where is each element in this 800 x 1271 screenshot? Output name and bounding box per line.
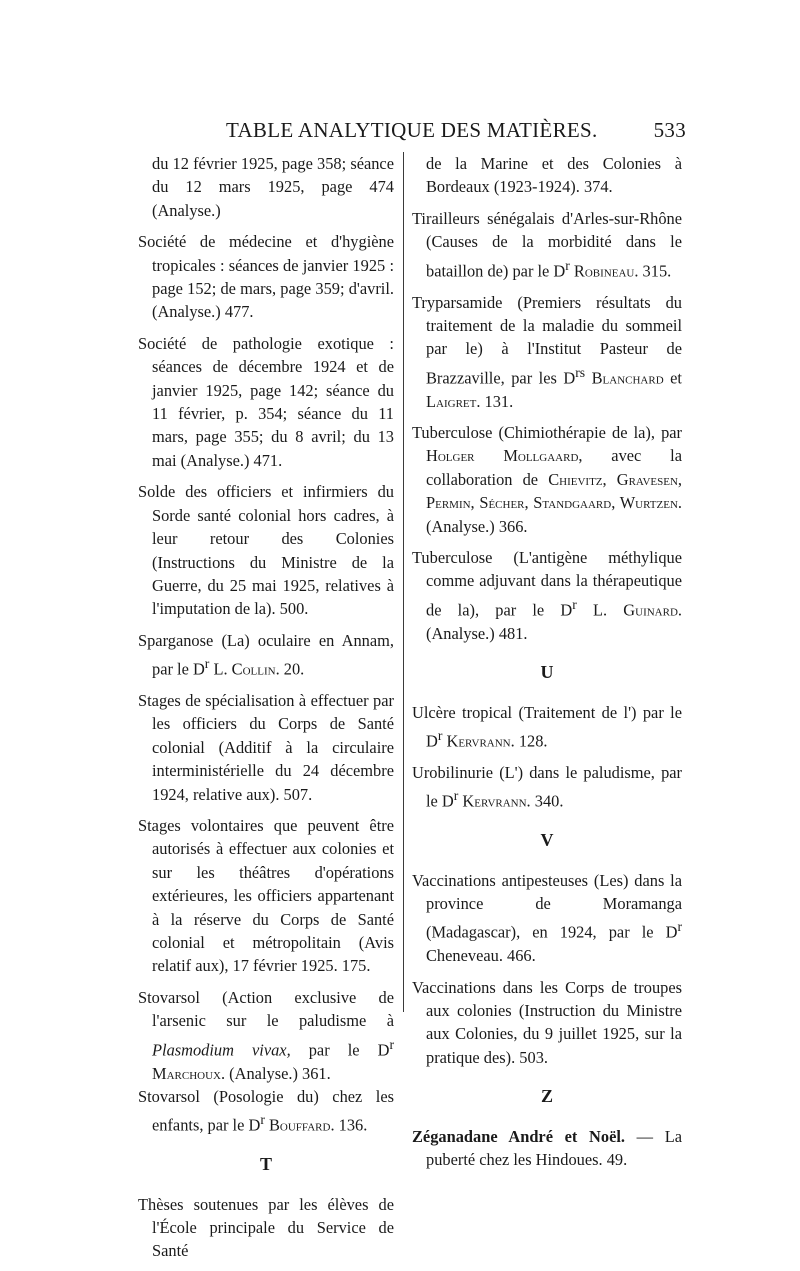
- page-title: TABLE ANALYTIQUE DES MATIÈRES.: [226, 118, 598, 142]
- index-entry: Sparganose (La) oculaire en Annam, par le $D^r$ L. Collin. 20.: [138, 630, 394, 679]
- section-letter-z: Z: [540, 1086, 553, 1107]
- index-entry: Stovarsol (Posologie du) chez les enfants, par le $D^r$ Bouffard. 136.: [138, 1086, 394, 1135]
- index-entry: Zéganadane André et Noël. — La puberté chez les Hindoues. 49.: [412, 1126, 682, 1170]
- section-letter-u: U: [540, 662, 554, 683]
- index-entry: Stovarsol (Action exclusive de l'arsenic sur le paludisme à Plasmodium vivax, par le $D^r$ Marchoux. (Analyse.) 361.: [138, 987, 394, 1083]
- index-entry: Tirailleurs sénégalais d'Arles-sur-Rhône (Causes de la morbidité dans le bataillon de) par le $D^r$ Robineau. 315.: [412, 208, 682, 281]
- column-divider: [403, 152, 404, 1012]
- index-entry: Ulcère tropical (Traitement de l') par le $D^r$ Kervrann. 128.: [412, 702, 682, 751]
- index-entry: Vaccinations dans les Corps de troupes aux colonies (Instruction du Ministre aux Colonies, du 9 juillet 1925, sur la pratique des). 503.: [412, 977, 682, 1067]
- index-entry: Stages volontaires que peuvent être autorisés à effectuer aux colonies et sur les théâtres d'opérations extérieures, les officiers appartenant à la réserve du Corps de Santé colonial et métropolitain (Avis relatif aux), 17 février 1925. 175.: [138, 816, 394, 976]
- index-entry: Tuberculose (Chimiothérapie de la), par Holger Mollgaard, avec la collaboration de Chievitz, Gravesen, Permin, Sécher, Standgaard, Wurtzen. (Analyse.) 366.: [412, 423, 682, 536]
- index-entry: Thèses soutenues par les élèves de l'École principale du Service de Santé: [138, 1194, 394, 1261]
- index-entry: Vaccinations antipesteuses (Les) dans la province de Moramanga (Madagascar), en 1924, par le $D^r$ Cheneveau. 466.: [412, 870, 682, 966]
- index-entry: Stages de spécialisation à effectuer par les officiers du Corps de Santé colonial (Additif à la circulaire interministérielle du 24 décembre 1924, relative aux). 507.: [138, 691, 394, 804]
- page-number: 533: [653, 118, 686, 142]
- index-entry: Tuberculose (L'antigène méthylique comme adjuvant dans la thérapeutique de la), par le $D^r$ L. Guinard. (Analyse.) 481.: [412, 548, 683, 643]
- index-entry: de la Marine et des Colonies à Bordeaux (1923-1924). 374.: [426, 154, 682, 197]
- index-entry: du 12 février 1925, page 358; séance du 12 mars 1925, page 474 (Analyse.): [152, 154, 394, 220]
- index-entry: Tryparsamide (Premiers résultats du traitement de la maladie du sommeil par le) à l'Institut Pasteur de Brazzaville, par les $D^{rs}$ Blanchard et Laigret. 131.: [412, 292, 682, 411]
- index-entry: Société de médecine et d'hygiène tropicales : séances de janvier 1925 : page 152; de mars, page 359; d'avril. (Analyse.) 477.: [138, 232, 394, 322]
- section-letter-v: V: [540, 830, 554, 851]
- index-entry: Solde des officiers et infirmiers du Sorde santé colonial hors cadres, à leur retour des Colonies (Instructions du Ministre de la Guerre, du 25 mai 1925, relatives à l'imputation de la). 500.: [138, 482, 394, 619]
- left-column: [138, 152, 394, 1271]
- right-column: [412, 152, 682, 1179]
- index-entry: Société de pathologie exotique : séances de décembre 1924 et de janvier 1925, page 142; séance du 11 février, p. 354; séance du 11 mars, page 355; du 8 avril; du 13 mai (Analyse.) 471.: [138, 333, 394, 470]
- index-entry: Urobilinurie (L') dans le paludisme, par le $D^r$ Kervrann. 340.: [412, 762, 682, 811]
- section-letter-t: T: [259, 1154, 272, 1175]
